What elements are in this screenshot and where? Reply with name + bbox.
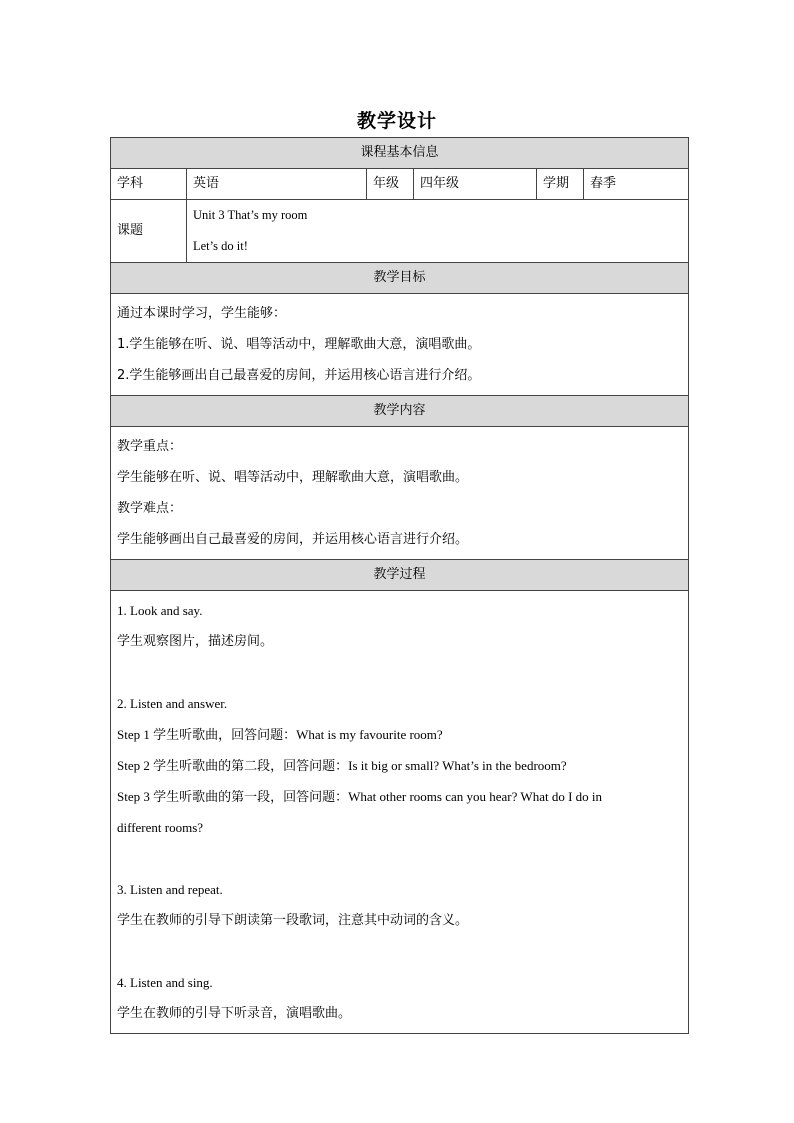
- blank-line: [117, 657, 682, 688]
- process-step-title: 2. Listen and answer.: [117, 696, 228, 711]
- content-line: 学生能够画出自己最喜爱的房间，并运用核心语言进行介绍。: [117, 532, 469, 547]
- section-title: 教学过程: [111, 560, 689, 591]
- topic-row: [111, 200, 689, 263]
- blank-line: [117, 936, 682, 967]
- objective-line: 2.学生能够画出自己最喜爱的房间，并运用核心语言进行介绍。: [117, 368, 481, 383]
- objective-line: 1.学生能够在听、说、唱等活动中，理解歌曲大意，演唱歌曲。: [117, 337, 481, 352]
- section-title: 教学内容: [111, 396, 689, 427]
- basic-info-row: [111, 169, 689, 200]
- process-step-text: Step 3 学生听歌曲的第一段，回答问题：What other rooms can you hear? What do I do in: [117, 789, 603, 804]
- objective-line: 通过本课时学习，学生能够：: [117, 306, 287, 321]
- content-row: [111, 427, 689, 560]
- section-header-objectives: [111, 263, 689, 294]
- topic-value: [187, 200, 689, 263]
- term-label: 学期: [537, 169, 584, 200]
- content-line: 教学重点：: [117, 439, 183, 454]
- process-step-text: Step 2 学生听歌曲的第二段，回答问题：Is it big or small? What’s in the bedroom?: [117, 758, 567, 773]
- objectives-body: [111, 294, 689, 396]
- term-value: 春季: [584, 169, 689, 200]
- process-step-text: 学生观察图片，描述房间。: [117, 634, 274, 649]
- section-title: 课程基本信息: [111, 138, 689, 169]
- process-step-text: different rooms?: [117, 820, 204, 835]
- section-title: 教学目标: [111, 263, 689, 294]
- grade-label: 年级: [367, 169, 414, 200]
- content-line: 学生能够在听、说、唱等活动中，理解歌曲大意，演唱歌曲。: [117, 470, 469, 485]
- grade-value: 四年级: [414, 169, 537, 200]
- process-step-title: 4. Listen and sing.: [117, 975, 213, 990]
- content-line: 教学难点：: [117, 501, 183, 516]
- section-header-process: [111, 560, 689, 591]
- topic-label: 课题: [111, 200, 187, 263]
- topic-line: Let’s do it!: [193, 239, 248, 253]
- subject-label: 学科: [111, 169, 187, 200]
- process-step-title: 1. Look and say.: [117, 603, 203, 618]
- process-step-text: 学生在教师的引导下听录音，演唱歌曲。: [117, 1006, 352, 1021]
- topic-line: Unit 3 That’s my room: [193, 208, 308, 222]
- objectives-row: [111, 294, 689, 396]
- content-body: [111, 427, 689, 560]
- section-header-basic-info: [111, 138, 689, 169]
- section-header-content: [111, 396, 689, 427]
- process-step-text: Step 1 学生听歌曲，回答问题：What is my favourite room?: [117, 727, 443, 742]
- lesson-plan-table: [110, 137, 689, 1034]
- subject-value: 英语: [187, 169, 367, 200]
- process-row: [111, 591, 689, 1034]
- process-step-text: 学生在教师的引导下朗读第一段歌词，注意其中动词的含义。: [117, 913, 469, 928]
- blank-line: [117, 843, 682, 874]
- process-body: [111, 591, 689, 1034]
- page-title: 教学设计: [356, 110, 437, 132]
- process-step-title: 3. Listen and repeat.: [117, 882, 223, 897]
